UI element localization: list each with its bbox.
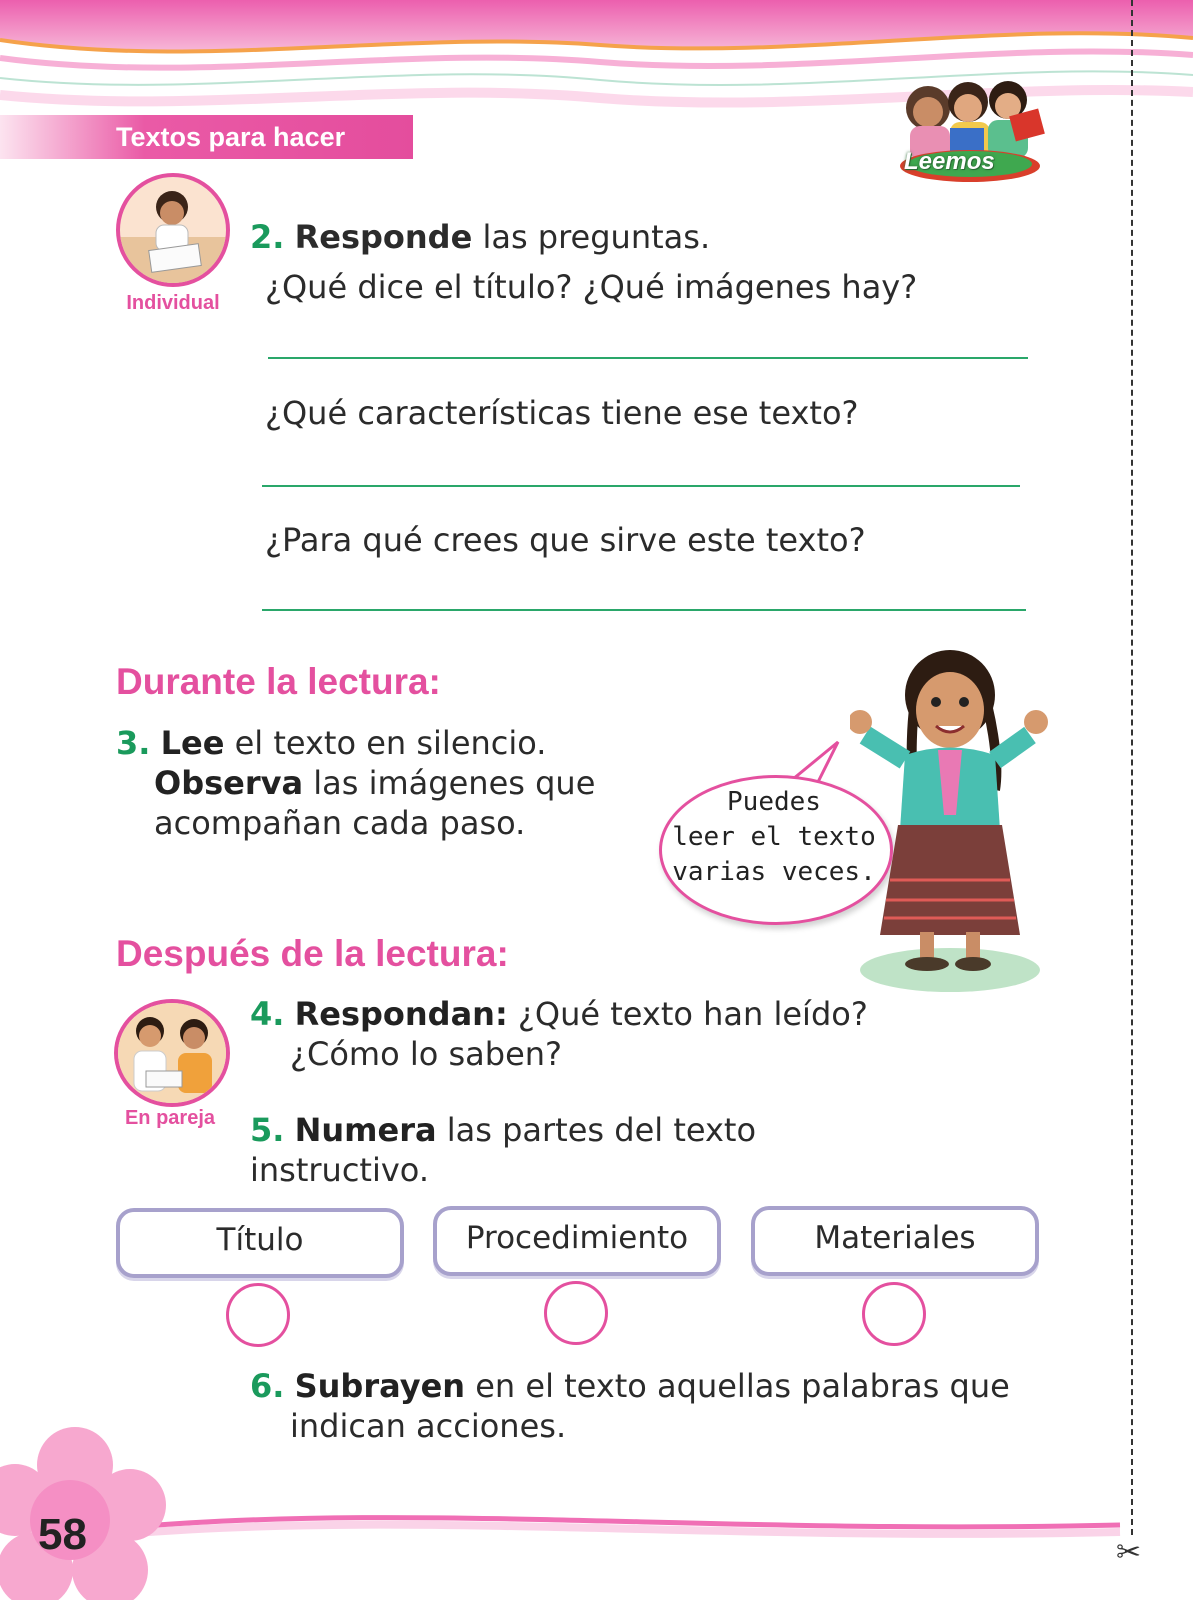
instruction-verb: Responde (294, 218, 473, 256)
bubble-line: varias veces. (672, 857, 876, 887)
pair-avatar (114, 999, 230, 1107)
part-label-text: Materiales (814, 1220, 976, 1256)
question-number: 5. (250, 1111, 285, 1149)
section-heading-after: Después de la lectura: (116, 933, 509, 974)
instruction-verb: Subrayen (294, 1367, 466, 1405)
section-tab-label: Textos para hacer (116, 122, 346, 152)
individual-avatar (116, 173, 230, 287)
leemos-badge-label: Leemos (904, 148, 995, 175)
question-2-heading (250, 218, 710, 256)
instruction-text: ¿Qué texto han leído? (507, 995, 868, 1033)
child-writing-icon (120, 177, 226, 283)
instruction-text: acompañan cada paso. (154, 804, 526, 842)
leemos-badge (888, 78, 1058, 188)
pair-label: En pareja (124, 1107, 216, 1129)
instruction-text: las partes del texto instructivo. (250, 1111, 757, 1189)
section-tab (0, 115, 413, 159)
instruction-text: indican acciones. (290, 1407, 567, 1445)
footer-wave (0, 1490, 1193, 1600)
question-number: 6. (250, 1367, 285, 1405)
answer-line[interactable] (268, 357, 1028, 359)
question-text: ¿Qué características tiene ese texto? (265, 394, 859, 432)
girl-illustration (850, 640, 1050, 1000)
instruction-text: ¿Cómo lo saben? (290, 1035, 563, 1073)
question-text: ¿Para qué crees que sirve este texto? (265, 521, 866, 559)
question-6 (250, 1366, 1010, 1446)
page-number: 58 (38, 1510, 87, 1559)
scissors-icon: ✂ (1116, 1535, 1142, 1570)
section-heading-during: Durante la lectura: (116, 661, 441, 702)
question-number: 3. (116, 724, 151, 762)
part-label-titulo (116, 1208, 404, 1278)
instruction-text: las preguntas. (472, 218, 711, 256)
answer-line[interactable] (262, 609, 1026, 611)
instruction-verb: Numera (294, 1111, 437, 1149)
number-circle-procedimiento[interactable] (544, 1281, 608, 1345)
instruction-text: en el texto aquellas palabras que (465, 1367, 1010, 1405)
cut-line (1131, 0, 1133, 1535)
two-children-icon (118, 1003, 226, 1103)
instruction-verb: Observa (154, 764, 304, 802)
individual-label: Individual (126, 292, 220, 314)
question-4 (250, 994, 890, 1074)
part-label-materiales (751, 1206, 1039, 1276)
part-label-text: Procedimiento (465, 1220, 689, 1256)
bubble-line: Puedes (727, 787, 821, 817)
instruction-text: el texto en silencio. (224, 724, 547, 762)
part-label-text: Título (216, 1222, 304, 1258)
bubble-line: leer el texto (672, 822, 876, 852)
question-number: 4. (250, 995, 285, 1033)
instruction-text: las imágenes que (303, 764, 596, 802)
instruction-verb: Lee (160, 724, 225, 762)
question-3 (116, 723, 636, 843)
question-number: 2. (250, 218, 285, 256)
instruction-verb: Respondan: (294, 995, 508, 1033)
question-text: ¿Qué dice el título? ¿Qué imágenes hay? (265, 268, 918, 306)
number-circle-materiales[interactable] (862, 1282, 926, 1346)
number-circle-titulo[interactable] (226, 1283, 290, 1347)
answer-line[interactable] (262, 485, 1020, 487)
question-5 (250, 1110, 930, 1190)
part-label-procedimiento (433, 1206, 721, 1276)
